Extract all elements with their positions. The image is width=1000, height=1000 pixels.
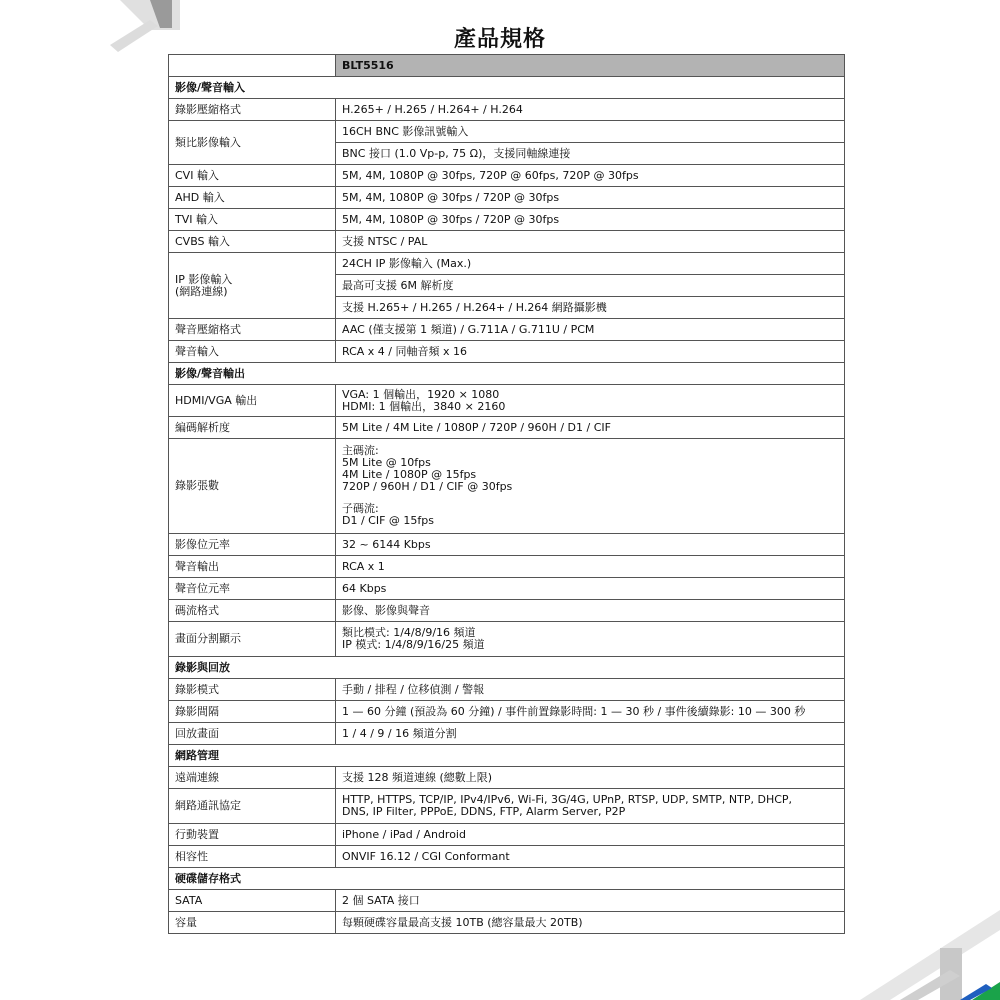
row-label: 相容性 <box>169 846 336 868</box>
row-value: 1 — 60 分鐘 (預設為 60 分鐘) / 事件前置錄影時間: 1 — 30 秒 / 事件後續錄影: 10 — 300 秒 <box>336 701 845 723</box>
row-value-line: DNS, IP Filter, PPPoE, DDNS, FTP, Alarm Server, P2P <box>342 805 626 818</box>
row-label: 碼流格式 <box>169 600 336 622</box>
row-value: RCA x 1 <box>336 556 845 578</box>
table-row <box>169 385 845 417</box>
row-value: iPhone / iPad / Android <box>336 824 845 846</box>
row-value: 5M Lite / 4M Lite / 1080P / 720P / 960H / D1 / CIF <box>336 417 845 439</box>
row-label: 行動裝置 <box>169 824 336 846</box>
table-row <box>169 417 845 439</box>
table-row <box>169 890 845 912</box>
row-value: H.265+ / H.265 / H.264+ / H.264 <box>336 99 845 121</box>
sub-stream-title: 子碼流: <box>342 502 379 515</box>
row-value: 手動 / 排程 / 位移偵測 / 警報 <box>336 679 845 701</box>
row-value <box>336 439 845 534</box>
row-label: 聲音壓縮格式 <box>169 319 336 341</box>
row-value <box>336 789 845 824</box>
row-value: BNC 接口 (1.0 Vp-p, 75 Ω)，支援同軸線連接 <box>336 143 845 165</box>
row-value: 支援 H.265+ / H.265 / H.264+ / H.264 網路攝影機 <box>336 297 845 319</box>
table-row <box>169 556 845 578</box>
spacer <box>342 493 838 503</box>
table-row <box>169 99 845 121</box>
row-value: RCA x 4 / 同軸音頻 x 16 <box>336 341 845 363</box>
row-label: 錄影壓縮格式 <box>169 99 336 121</box>
row-value: ONVIF 16.12 / CGI Conformant <box>336 846 845 868</box>
row-label: SATA <box>169 890 336 912</box>
row-value: 最高可支援 6M 解析度 <box>336 275 845 297</box>
section-row <box>169 868 845 890</box>
row-value <box>336 622 845 657</box>
table-row <box>169 319 845 341</box>
section-title: 錄影與回放 <box>169 657 845 679</box>
row-value <box>336 385 845 417</box>
row-label: AHD 輸入 <box>169 187 336 209</box>
row-value-line: 4M Lite / 1080P @ 15fps <box>342 468 477 481</box>
row-value-line: 720P / 960H / D1 / CIF @ 30fps <box>342 480 513 493</box>
row-label: 錄影張數 <box>169 439 336 534</box>
table-row <box>169 439 845 534</box>
row-label: 錄影間隔 <box>169 701 336 723</box>
table-row <box>169 723 845 745</box>
row-value-line: 5M Lite @ 10fps <box>342 456 431 469</box>
table-row <box>169 121 845 143</box>
page-title: 產品規格 <box>453 27 546 52</box>
row-label: CVI 輸入 <box>169 165 336 187</box>
row-value: 24CH IP 影像輸入 (Max.) <box>336 253 845 275</box>
table-header-row <box>169 55 845 77</box>
row-value: 2 個 SATA 接口 <box>336 890 845 912</box>
row-value-line: IP 模式: 1/4/8/9/16/25 頻道 <box>342 638 485 651</box>
table-row <box>169 679 845 701</box>
row-value: 支援 128 頻道連線 (總數上限) <box>336 767 845 789</box>
row-label: 網路通訊協定 <box>169 789 336 824</box>
row-label: HDMI/VGA 輸出 <box>169 385 336 417</box>
table-row <box>169 341 845 363</box>
row-value: 16CH BNC 影像訊號輸入 <box>336 121 845 143</box>
section-title: 硬碟儲存格式 <box>169 868 845 890</box>
section-row <box>169 657 845 679</box>
row-label-line: IP 影像輸入 <box>175 272 233 286</box>
row-label: CVBS 輸入 <box>169 231 336 253</box>
row-value: 支援 NTSC / PAL <box>336 231 845 253</box>
row-value-line: VGA: 1 個輸出，1920 × 1080 <box>342 387 500 401</box>
table-row <box>169 789 845 824</box>
section-row <box>169 745 845 767</box>
row-value: 1 / 4 / 9 / 16 頻道分割 <box>336 723 845 745</box>
row-value-line: HDMI: 1 個輸出，3840 × 2160 <box>342 399 506 413</box>
table-row <box>169 912 845 934</box>
row-label: 遠端連線 <box>169 767 336 789</box>
section-row <box>169 77 845 99</box>
table-row <box>169 767 845 789</box>
row-value: 32 ~ 6144 Kbps <box>336 534 845 556</box>
row-value: 每顆硬碟容量最高支援 10TB (總容量最大 20TB) <box>336 912 845 934</box>
row-label: TVI 輸入 <box>169 209 336 231</box>
row-value-line: D1 / CIF @ 15fps <box>342 514 434 527</box>
row-value: 5M, 4M, 1080P @ 30fps / 720P @ 30fps <box>336 187 845 209</box>
table-row <box>169 534 845 556</box>
table-row <box>169 209 845 231</box>
spec-table <box>168 54 845 934</box>
section-row <box>169 363 845 385</box>
table-row <box>169 622 845 657</box>
row-label: 錄影模式 <box>169 679 336 701</box>
model-name: BLT5516 <box>336 55 845 77</box>
row-value: 5M, 4M, 1080P @ 30fps / 720P @ 30fps <box>336 209 845 231</box>
table-row <box>169 701 845 723</box>
section-title: 網路管理 <box>169 745 845 767</box>
row-label: 聲音輸入 <box>169 341 336 363</box>
row-label: 回放畫面 <box>169 723 336 745</box>
table-row <box>169 824 845 846</box>
row-value-line: 類比模式: 1/4/8/9/16 頻道 <box>342 626 476 639</box>
row-label: 聲音位元率 <box>169 578 336 600</box>
table-row <box>169 600 845 622</box>
row-value: 影像、影像與聲音 <box>336 600 845 622</box>
table-row <box>169 253 845 275</box>
row-value: 5M, 4M, 1080P @ 30fps, 720P @ 60fps, 720P @ 30fps <box>336 165 845 187</box>
table-row <box>169 578 845 600</box>
main-stream-title: 主碼流: <box>342 444 379 457</box>
row-label: 畫面分割顯示 <box>169 622 336 657</box>
table-row <box>169 231 845 253</box>
row-label-line: (網路連線) <box>175 284 228 298</box>
row-label: 聲音輸出 <box>169 556 336 578</box>
row-label: 影像位元率 <box>169 534 336 556</box>
header-blank-cell <box>169 55 336 77</box>
row-label: 容量 <box>169 912 336 934</box>
row-label: 編碼解析度 <box>169 417 336 439</box>
row-label <box>169 253 336 319</box>
table-row <box>169 187 845 209</box>
section-title: 影像/聲音輸出 <box>169 363 845 385</box>
row-value: 64 Kbps <box>336 578 845 600</box>
table-row <box>169 165 845 187</box>
row-label: 類比影像輸入 <box>169 121 336 165</box>
row-value-line: HTTP, HTTPS, TCP/IP, IPv4/IPv6, Wi-Fi, 3G/4G, UPnP, RTSP, UDP, SMTP, NTP, DHCP, <box>342 793 793 806</box>
table-row <box>169 846 845 868</box>
section-title: 影像/聲音輸入 <box>169 77 845 99</box>
row-value: AAC (僅支援第 1 頻道) / G.711A / G.711U / PCM <box>336 319 845 341</box>
